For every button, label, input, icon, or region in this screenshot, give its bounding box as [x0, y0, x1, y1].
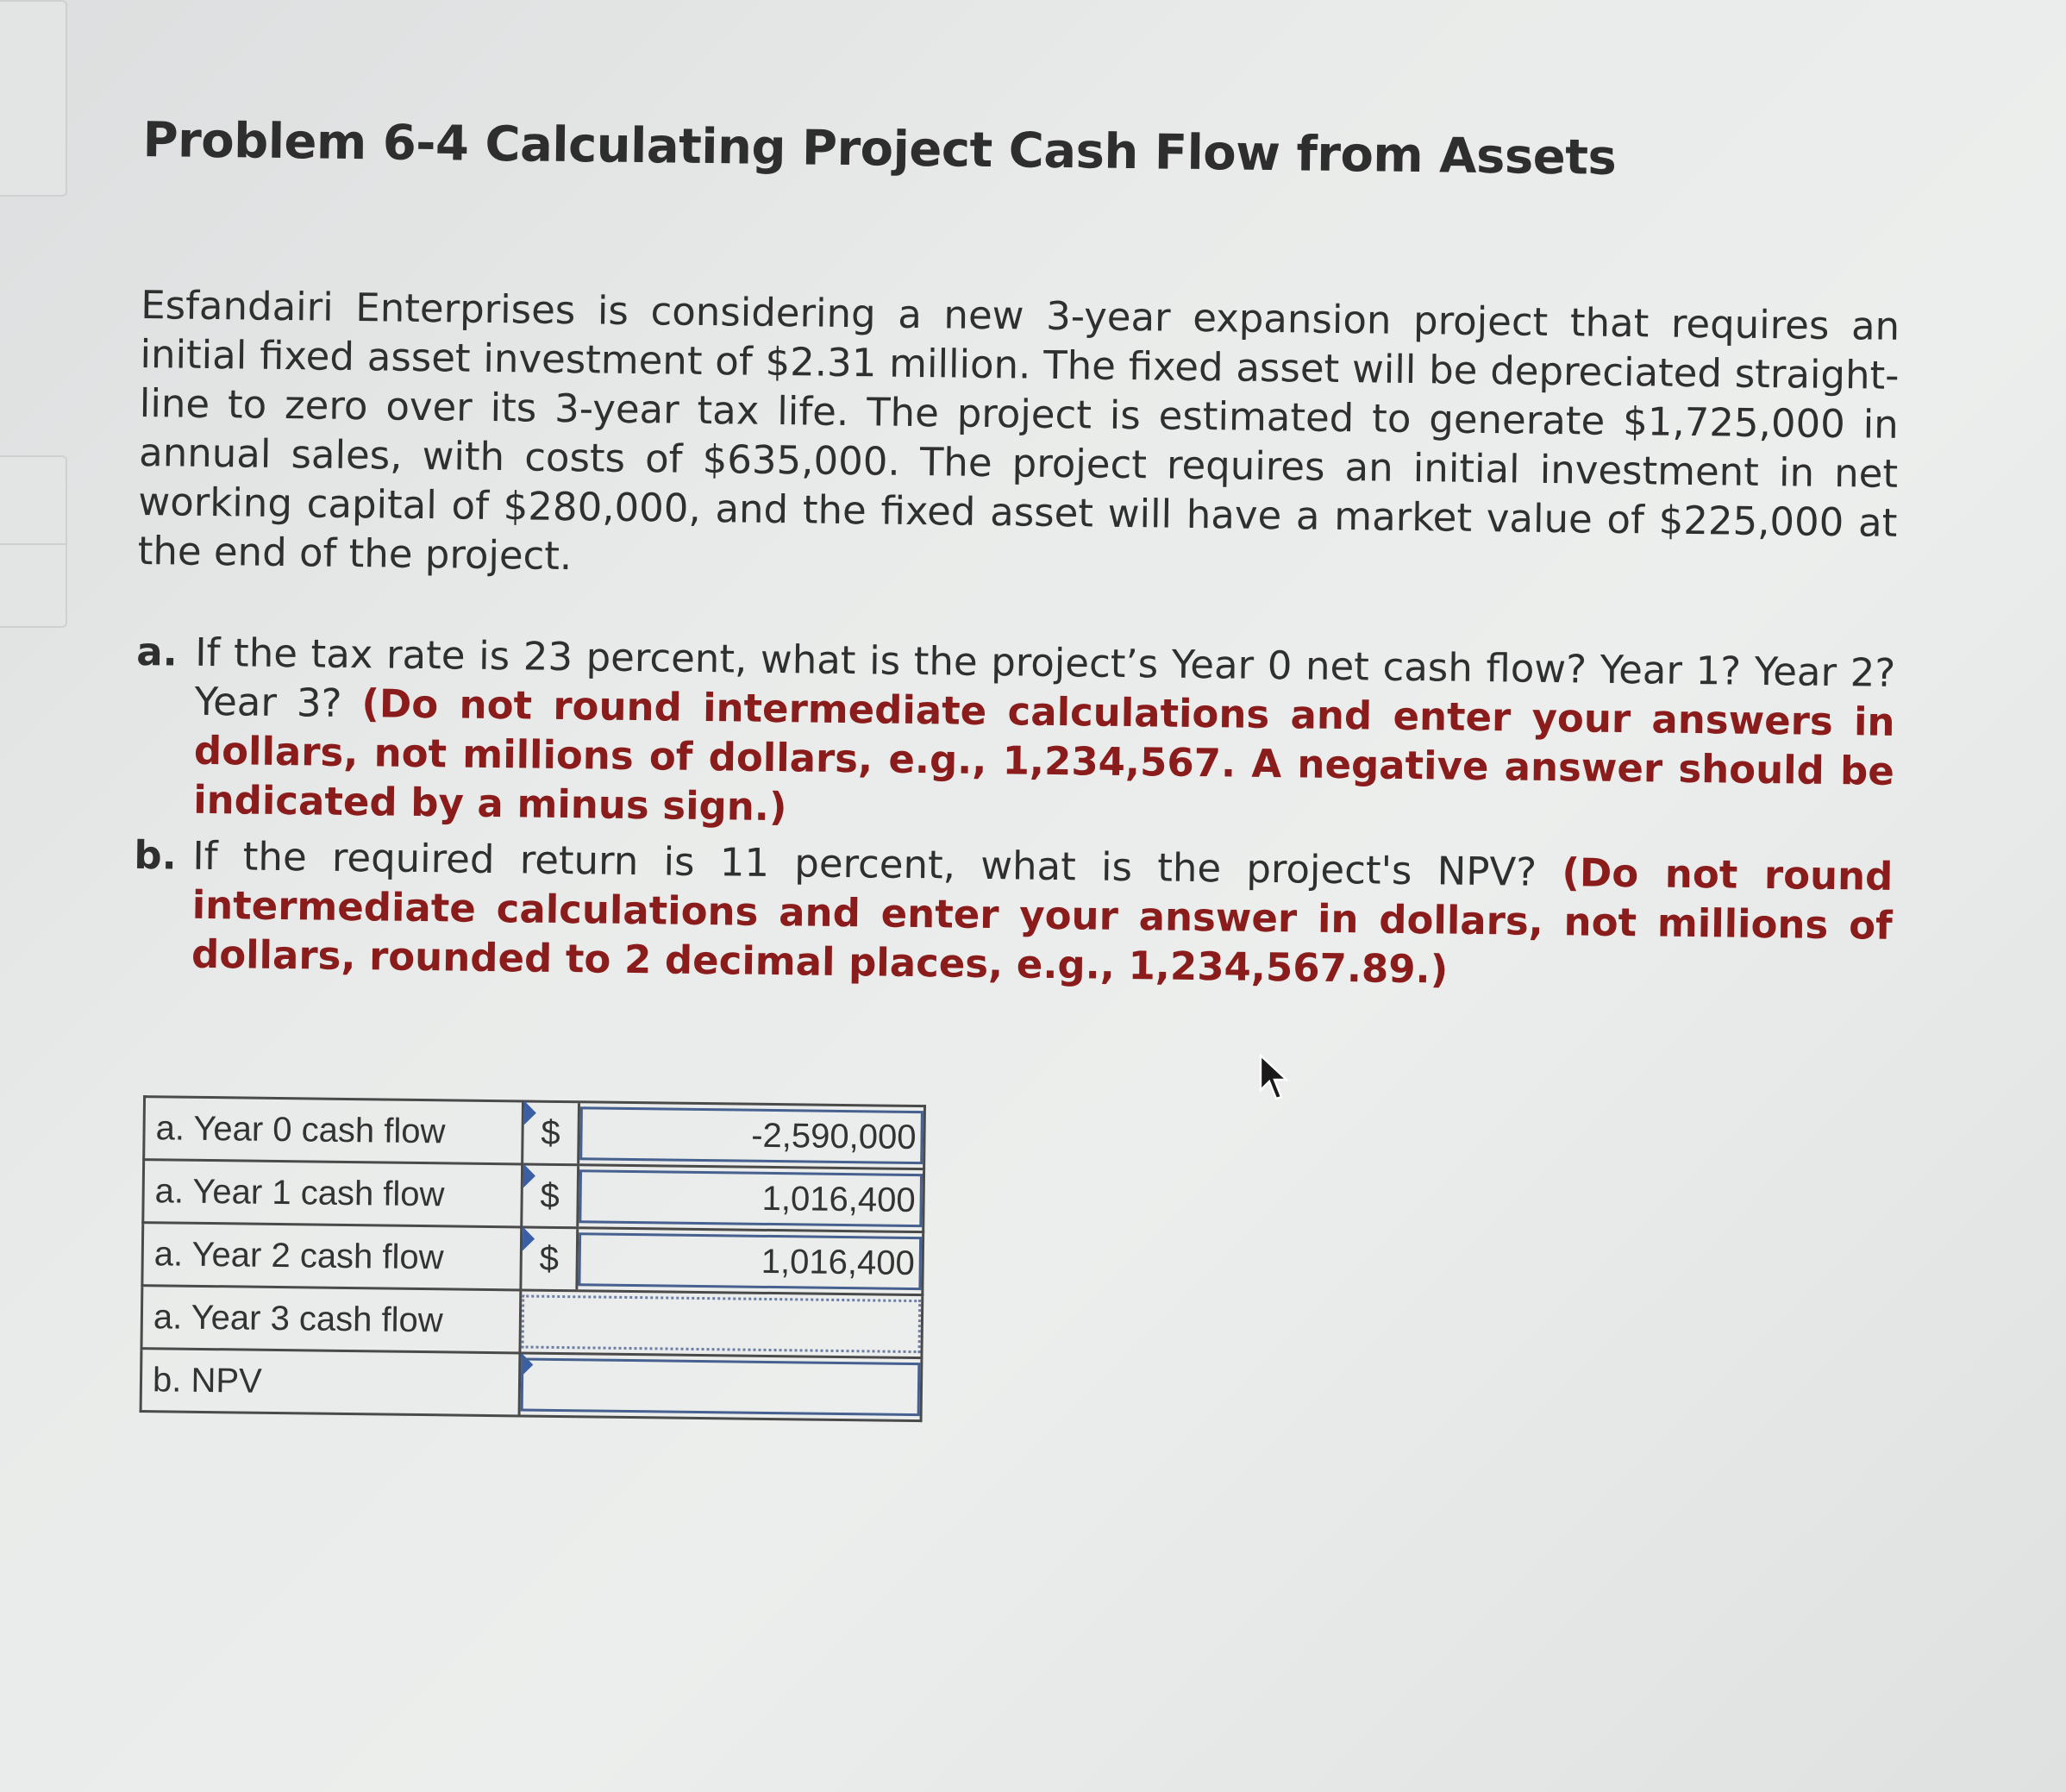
- input-border: [522, 1294, 922, 1353]
- input-value: 1,016,400: [761, 1179, 916, 1219]
- table-row: [142, 1223, 923, 1295]
- problem-intro: Esfandairi Enterprises is considering a new 3-year expansion project that requires an initial fixed asset investment of $2.31 million. The fixed asset will be depreciated straight-line to zero over its 3-year tax life. The project is estimated to generate $1,725,000 in annual sales, with costs of $635,000. The project requires an initial investment in net working capital of $280,000, and the fixed asset will have a market value of $225,000 at the end of the project.: [137, 281, 1900, 580]
- year3-cash-flow-input[interactable]: [520, 1290, 923, 1358]
- currency-symbol: $: [539, 1239, 560, 1278]
- answer-table: [140, 1095, 926, 1422]
- side-tab-top: [0, 0, 67, 197]
- currency-cell: [523, 1101, 579, 1165]
- row-label: a. Year 2 cash flow: [142, 1223, 522, 1290]
- input-value: -2,590,000: [751, 1116, 917, 1156]
- question-text: If the tax rate is 23 percent, what is the project’s Year 0 net cash flow? Year 1? Year 2? Year 3?: [194, 629, 1896, 726]
- row-label: a. Year 1 cash flow: [143, 1160, 523, 1227]
- year2-cash-flow-input[interactable]: [577, 1228, 923, 1295]
- row-label: b. NPV: [141, 1349, 520, 1416]
- year1-cash-flow-input[interactable]: [578, 1165, 924, 1232]
- flag-icon: [523, 1226, 535, 1250]
- row-label: a. Year 0 cash flow: [144, 1097, 523, 1164]
- currency-cell: [522, 1164, 579, 1228]
- mouse-pointer-icon: [1259, 1054, 1293, 1102]
- table-row: [144, 1097, 925, 1169]
- npv-input[interactable]: [519, 1353, 922, 1421]
- question-text: If the required return is 11 percent, what is the project's NPV?: [192, 832, 1537, 895]
- table-row: [141, 1349, 922, 1421]
- page-title: Problem 6-4 Calculating Project Cash Flow from Assets: [142, 112, 1617, 186]
- question-marker: b.: [134, 831, 178, 879]
- input-value: 1,016,400: [761, 1242, 916, 1282]
- problem-content: [133, 112, 1902, 1400]
- currency-cell: [521, 1227, 578, 1291]
- side-tab-middle: [0, 455, 67, 628]
- year0-cash-flow-input[interactable]: [579, 1102, 925, 1169]
- question-marker: a.: [136, 628, 178, 675]
- flag-icon: [524, 1100, 536, 1125]
- table-row: [143, 1160, 924, 1232]
- currency-symbol: $: [541, 1113, 560, 1152]
- question-b: [133, 830, 1894, 999]
- input-border: [521, 1357, 921, 1416]
- question-instruction: (Do not round intermediate calculations and enter your answers in dollars, not millions of dollars, e.g., 1,234,567. A negative answer should be indicated by a minus sign.): [192, 680, 1895, 830]
- flag-icon: [523, 1163, 535, 1187]
- question-instruction: (Do not round intermediate calculations and enter your answer in dollars, not millions of dollars, rounded to 2 decimal places, e.g., 1,234,567.89.): [191, 849, 1894, 993]
- currency-symbol: $: [540, 1176, 560, 1215]
- question-a: [135, 627, 1896, 845]
- question-list: [133, 627, 1896, 999]
- table-row: [141, 1286, 923, 1358]
- row-label: a. Year 3 cash flow: [141, 1286, 521, 1353]
